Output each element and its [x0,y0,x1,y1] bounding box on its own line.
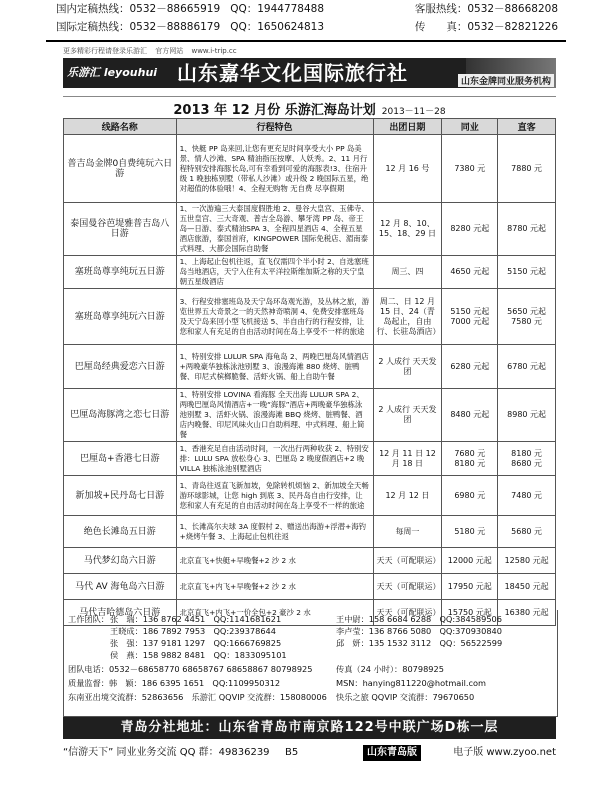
peer-price: 15750 元起 [442,600,498,626]
table-row [64,203,556,256]
route-feature: 1、一次游遍三大泰国度假胜地 2、曼谷大皇宫、玉佛寺、五世皇宫、三大奇观、普吉全岛游、攀牙湾 PP 岛、帝王岛—日游、泰式精油SPA 3、全程四星酒店 4、全程五星酒店旅游，泰国首府，KINGPOWER 国际免税店、湄南泰式料理、大都会国际自助餐 [176,203,373,256]
branch-address: 青岛分社地址：山东省青岛市南京路122号中联广场D栋一层 [63,717,556,739]
qq-happy-group: 快乐之旅 QQVIP 交流群：79670650 [336,692,475,702]
route-feature: 1、快艇 PP 岛来回,让您有更充足时间享受大小 PP 岛美景、情人沙滩、SPA 精油指压按摩、人妖秀。2、11 月行程特别安排海豚长岛,可有幸看到可爱的海豚表!3、住宿升级 1 晚独栋别墅（带私人沙滩）或升级 2 晚国际五星，绝对超值的体验哦！4、全程无购物 无自费 尽享假期 [176,135,373,203]
contact-line: 李卢莹：136 8766 5080 QQ:370930840 [336,626,502,636]
direct-price: 5150 元起 [498,256,556,289]
table-row [64,574,556,600]
table-row [64,135,556,203]
route-feature: 北京直飞+内飞+一价全包+2 豪沙 2 水 [176,600,373,626]
banner-strip-text: 更多精彩行程请登录乐游汇 [63,47,147,55]
depart-date: 天天（可配联运） [373,574,442,600]
direct-price: 7880 元 [498,135,556,203]
fax-label: 传 真： [414,21,468,33]
route-feature: 1、香港充足自由活动时间，一次出行两种收获 2、特别安排：LULU SPA 放松身心 3、巴厘岛 2 晚度假酒店+2 晚 VILLA 独栋泳池别墅酒店 [176,442,373,476]
route-name: 塞班岛尊享纯玩五日游 [64,256,177,289]
trip-table [63,118,556,626]
table-row [64,516,556,548]
qq-group-line: 东南亚出境交流群：52863656 乐游汇 QQVIP 交流群：158080006 [68,692,327,702]
edition-label: 山东青岛版 [363,745,421,761]
direct-price: 16380 元起 [498,600,556,626]
hotline-header [46,0,566,42]
route-name: 马代吉哈德岛六日游 [64,600,177,626]
table-header-row [64,119,556,135]
fax-line [415,18,558,36]
footer-site-link[interactable]: 电子版 www.zyoo.net [453,747,556,758]
depart-date: 每周一 [373,516,442,548]
peer-price: 5180 元 [442,516,498,548]
direct-price: 7480 元 [498,476,556,516]
contact-line: 张 瑞：136 8762 4451 QQ:1141681621 [110,614,282,624]
intl-label: 国际定稿热线： [56,21,130,33]
peer-price: 4650 元起 [442,256,498,289]
route-feature: 北京直飞+内飞+早晚餐+2 沙 2 水 [176,574,373,600]
direct-price: 8180 元 8680 元 [498,442,556,476]
contact-line: 王晓成：186 7892 7953 QQ:239378644 [110,626,276,636]
table-row [64,289,556,345]
peer-price: 5150 元起 7000 元起 [442,289,498,345]
brand-logo: 乐游汇 leyouhui [67,66,158,79]
table-row [64,476,556,516]
route-name: 巴厘岛+香港七日游 [64,442,177,476]
depart-date: 12 月 16 号 [373,135,442,203]
contact-panel [63,610,558,717]
footer-qq-group: “信游天下” 同业业务交流 QQ 群：49836239 [63,747,270,758]
direct-price: 5680 元 [498,516,556,548]
domestic-hotline [56,0,324,18]
direct-price: 6780 元起 [498,345,556,389]
header-direct: 直客 [498,119,556,135]
peer-price: 7680 元 8180 元 [442,442,498,476]
table-row [64,345,556,389]
depart-date: 2 人成行 天天发团 [373,389,442,442]
depart-date: 12 月 12 日 [373,476,442,516]
depart-date: 天天（可配联运） [373,548,442,574]
depart-date: 12 月 8、10、15、18、29 日 [373,203,442,256]
table-row [64,389,556,442]
route-feature: 北京直飞+快艇+早晚餐+2 沙 2 水 [176,548,373,574]
header-depart: 出团日期 [373,119,442,135]
table-row [64,442,556,476]
route-name: 巴厘岛经典爱恋六日游 [64,345,177,389]
route-name: 泰国曼谷芭堤雅普吉岛八日游 [64,203,177,256]
depart-date: 周二、日 12 月15 日、24（青岛起止，自由行、长驻岛酒店） [373,289,442,345]
route-feature: 1、特别安排 LOVINA 看海豚 全天出海 LULUR SPA 2、两晚巴厘岛风情酒店+一晚“海豚”酒店+两晚豪华独栋泳池别墅 3、活虾火锅、浪漫海滩 BBQ 烧烤、脏鸭餐、酒店内晚餐、印尼风味火山口自助料理、中式料理、船上简餐 [176,389,373,442]
route-feature: 3、行程安排塞班岛及天宁岛环岛观光游，及丛林之旅，游览世界五大奇景之一的天然神奇喷洞 4、免费安排塞班岛及天宁岛来回小型飞机接送 5、半自由行的行程安排，让您和家人有充足的自由活动时间在岛上享受不一样的旅途 [176,289,373,345]
header-peer: 同业 [442,119,498,135]
direct-price: 5650 元起 7580 元 [498,289,556,345]
peer-price: 8480 元起 [442,389,498,442]
direct-price: 18450 元起 [498,574,556,600]
route-name: 绝色长滩岛五日游 [64,516,177,548]
page-number: B5 [285,747,299,758]
page-footer [63,745,556,761]
contact-line: 邱 妍：135 1532 3112 QQ：56522599 [336,638,503,648]
peer-price: 6980 元 [442,476,498,516]
intl-qq-label: QQ： [230,21,258,33]
table-row [64,548,556,574]
route-name: 塞班岛尊享纯玩六日游 [64,289,177,345]
route-name: 马代 AV 海龟岛六日游 [64,574,177,600]
table-row [64,256,556,289]
peer-price: 17950 元起 [442,574,498,600]
header-route: 线路名称 [64,119,177,135]
peer-price: 12000 元起 [442,548,498,574]
team-phone: 团队电话：0532－68658770 68658767 68658867 80798925 [68,664,313,674]
contact-line: 侯 燕：158 9882 8481 QQ：1833095101 [110,650,287,660]
peer-price: 7380 元 [442,135,498,203]
route-name: 马代梦幻岛六日游 [64,548,177,574]
service-hotline [415,0,558,18]
fax-phone: 0532－82821226 [467,21,558,33]
msn-contact: MSN：hanying811220@hotmail.com [336,678,486,688]
direct-price: 8980 元起 [498,389,556,442]
peer-price: 8280 元起 [442,203,498,256]
agency-subtitle: 山东金牌同业服务机构 [458,74,554,87]
domestic-label: 国内定稿热线： [56,3,130,15]
contact-line: 王中尉：158 6684 6288 QQ:384589506 [336,614,502,624]
direct-price: 8780 元起 [498,203,556,256]
route-feature: 1、青岛往返直飞新加坡，免除转机烦恼 2、新加坡全天畅游环球影城，让您 high 到底 3、民丹岛自由行安排，让您和家人有充足的自由活动时间在岛上享受不一样的旅途 [176,476,373,516]
banner-strip-mid: 官方网站 [155,47,184,55]
header-feature: 行程特色 [176,119,373,135]
plan-title-text: 2013 年 12 月份 乐游汇海岛计划 [173,103,376,118]
domestic-qq-label: QQ： [230,3,258,15]
route-name: 巴厘岛海豚湾之恋七日游 [64,389,177,442]
plan-title [63,99,556,117]
depart-date: 周三、四 [373,256,442,289]
plan-date: 2013－11－28 [381,107,446,117]
intl-phone: 0532－88886179 [129,21,221,33]
domestic-phone: 0532－88665919 [129,3,221,15]
route-feature: 1、上海起止包机往返，直飞仅需四个半小时 2、自选塞班岛当地酒店，天宁入住有太平洋拉斯维加斯之称的天宁皇朝五星级酒店 [176,256,373,289]
banner-top-strip [63,46,556,57]
depart-date: 12 月 11 日 12 月 18 日 [373,442,442,476]
fax-24h: 传真（24 小时）：80798925 [336,664,444,674]
agency-banner [63,46,556,97]
direct-price: 12580 元起 [498,548,556,574]
service-phone: 0532－88668208 [467,3,558,15]
contact-line: 张 强：137 9181 1297 QQ:1666769825 [110,638,282,648]
depart-date: 2 人成行 天天发团 [373,345,442,389]
peer-price: 6280 元起 [442,345,498,389]
depart-date: 天天（可配联运） [373,600,442,626]
intl-qq: 1650624813 [257,21,325,33]
route-name: 新加坡+民丹岛七日游 [64,476,177,516]
quality-supervisor: 质量监督：韩 颖：186 6395 1651 QQ:1109950312 [68,678,281,688]
route-feature: 1、特别安排 LULUR SPA 海龟岛 2、两晚巴厘岛风情酒店+两晚豪华独栋泳池别墅 3、浪漫海滩 880 烧烤、脏鸭餐、印尼式槟榔脆餐、活虾火锅、船上自助午餐 [176,345,373,389]
domestic-qq: 1944778488 [257,3,325,15]
agency-title: 山东嘉华文化国际旅行社 [177,61,408,85]
intl-hotline [56,18,324,36]
route-feature: 1、长滩高尔夫球 3A 度假村 2、赠送出海游+浮潜+海钓+烧烤午餐 3、上海起止包机往返 [176,516,373,548]
team-label: 工作团队： [68,614,109,624]
route-name: 普吉岛金牌0自费纯玩六日游 [64,135,177,203]
service-label: 客服热线： [414,3,468,15]
banner-url-link[interactable]: www.i-trip.cc [191,47,237,55]
